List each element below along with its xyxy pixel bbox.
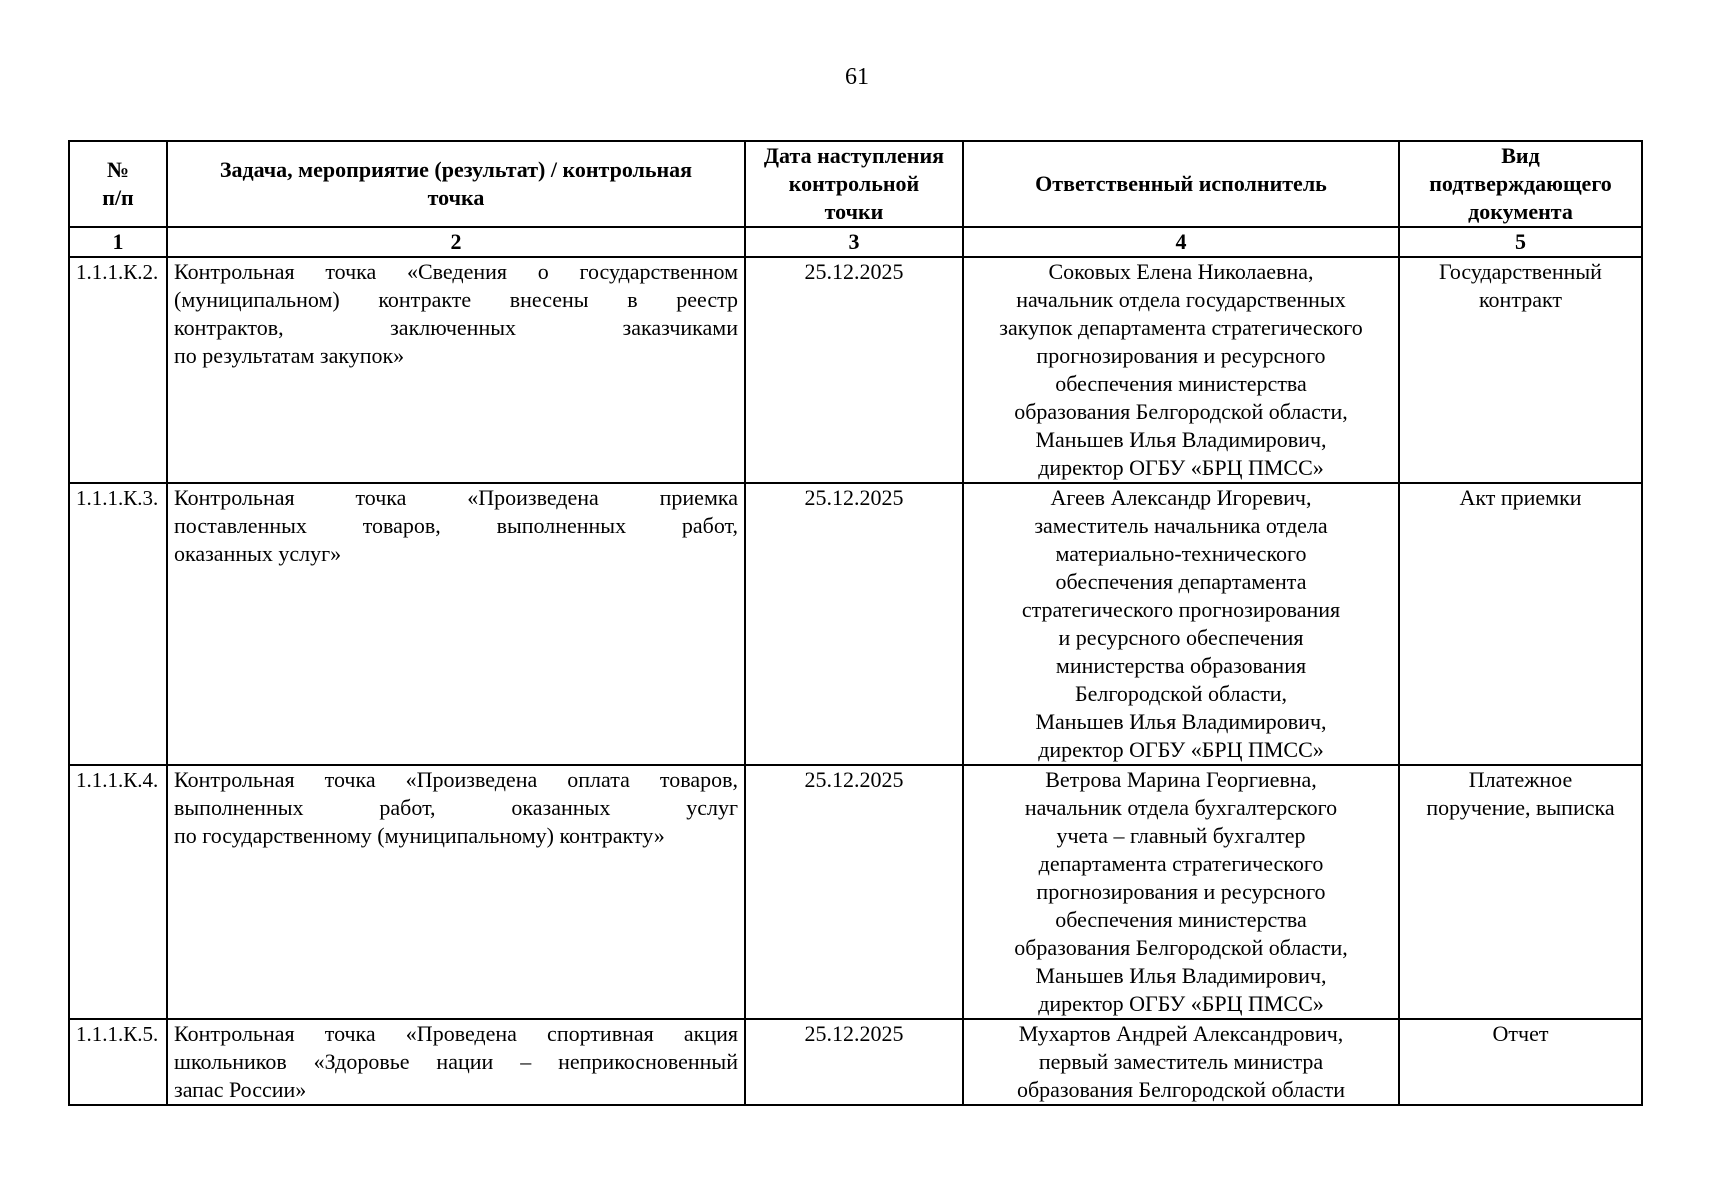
responsible-cell: Мухартов Андрей Александрович, первый заместитель министра образования Белгородской области xyxy=(963,1019,1399,1105)
table-row xyxy=(69,765,1642,1019)
document-type-cell: Платежное поручение, выписка xyxy=(1399,765,1642,1019)
row-number: 1.1.1.К.2. xyxy=(69,257,167,483)
header-doc: Вид подтверждающего документа xyxy=(1399,141,1642,227)
header-num: № п/п xyxy=(69,141,167,227)
table-row xyxy=(69,1019,1642,1105)
date-cell: 25.12.2025 xyxy=(745,483,963,765)
date-cell: 25.12.2025 xyxy=(745,1019,963,1105)
column-number: 4 xyxy=(963,227,1399,257)
task-cell: Контрольная точка «Сведения о государственном (муниципальном) контракте внесены в реестр контрактов, заключенных заказчиками по результатам закупок» xyxy=(167,257,745,483)
document-type-cell: Отчет xyxy=(1399,1019,1642,1105)
task-cell: Контрольная точка «Произведена оплата товаров, выполненных работ, оказанных услуг по государственному (муниципальному) контракту» xyxy=(167,765,745,1019)
table-row xyxy=(69,257,1642,483)
header-row xyxy=(69,141,1642,227)
row-number: 1.1.1.К.3. xyxy=(69,483,167,765)
document-type-cell: Государственный контракт xyxy=(1399,257,1642,483)
responsible-cell: Агеев Александр Игоревич, заместитель начальника отдела материально-технического обеспечения департамента стратегического прогнозирования и ресурсного обеспечения министерства образования Белгородской области, Маньшев Илья Владимирович, директор ОГБУ «БРЦ ПМСС» xyxy=(963,483,1399,765)
responsible-cell: Соковых Елена Николаевна, начальник отдела государственных закупок департамента стратегического прогнозирования и ресурсного обеспечения министерства образования Белгородской области, Маньшев Илья Владимирович, директор ОГБУ «БРЦ ПМСС» xyxy=(963,257,1399,483)
row-number: 1.1.1.К.5. xyxy=(69,1019,167,1105)
row-number: 1.1.1.К.4. xyxy=(69,765,167,1019)
date-cell: 25.12.2025 xyxy=(745,765,963,1019)
page-number: 61 xyxy=(845,64,869,90)
header-task: Задача, мероприятие (результат) / контрольная точка xyxy=(167,141,745,227)
date-cell: 25.12.2025 xyxy=(745,257,963,483)
task-cell: Контрольная точка «Произведена приемка поставленных товаров, выполненных работ, оказанных услуг» xyxy=(167,483,745,765)
control-points-table xyxy=(68,140,1643,1106)
header-date: Дата наступления контрольной точки xyxy=(745,141,963,227)
task-cell: Контрольная точка «Проведена спортивная акция школьников «Здоровье нации – неприкосновенный запас России» xyxy=(167,1019,745,1105)
table-row xyxy=(69,483,1642,765)
column-number: 2 xyxy=(167,227,745,257)
header-responsible: Ответственный исполнитель xyxy=(963,141,1399,227)
column-number: 5 xyxy=(1399,227,1642,257)
column-number-row xyxy=(69,227,1642,257)
responsible-cell: Ветрова Марина Георгиевна, начальник отдела бухгалтерского учета – главный бухгалтер департамента стратегического прогнозирования и ресурсного обеспечения министерства образования Белгородской области, Маньшев Илья Владимирович, директор ОГБУ «БРЦ ПМСС» xyxy=(963,765,1399,1019)
document-type-cell: Акт приемки xyxy=(1399,483,1642,765)
column-number: 1 xyxy=(69,227,167,257)
column-number: 3 xyxy=(745,227,963,257)
